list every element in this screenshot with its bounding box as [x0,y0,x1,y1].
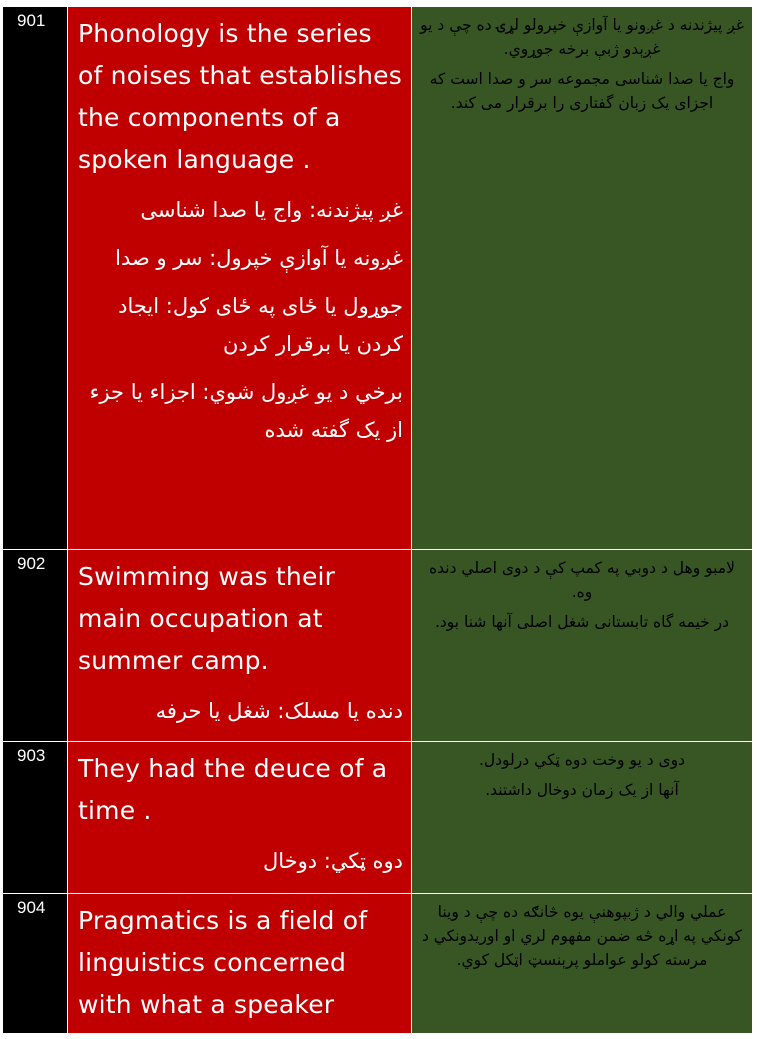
vocabulary-gloss: دنده یا مسلک: شغل یا حرفه [155,699,403,723]
entry-number: 902 [3,550,68,742]
dari-translation: آنها از یک زمان دوخال داشتند. [485,781,679,799]
dari-translation: واج یا صدا شناسی مجموعه سر و صدا است که اجزای یک زبان گفتاری را برقرار می کند. [429,70,735,112]
vocabulary-gloss: جوړول یا ځای په ځای کول: ایجاد کردن یا برقرار کردن [118,294,403,356]
vocabulary-gloss: غږ پیژندنه: واج یا صدا شناسی [140,198,403,222]
pashto-translation: لامبو وهل د دوبي په کمپ کې د دوی اصلي دنده وه. [429,559,735,601]
table-row [3,550,753,742]
english-cell [68,7,412,550]
english-sentence: Pragmatics is a field of linguistics concerned with what a speaker [78,906,368,1019]
vocabulary-gloss: دوه ټکي: دوخال [263,849,403,873]
translation-cell [412,742,753,894]
vocabulary-table [2,6,753,1034]
vocabulary-gloss: غږونه یا آوازې خپرول: سر و صدا [115,246,403,270]
table-row [3,894,753,1034]
dari-translation: در خیمه گاه تابستانی شغل اصلی آنها شنا بود. [434,613,730,631]
english-sentence: Phonology is the series of noises that establishes the components of a spoken language . [78,19,402,174]
pashto-translation: دوی د یو وخت دوه ټکي درلودل. [478,751,686,769]
english-sentence: Swimming was their main occupation at summer camp. [78,562,336,675]
table-row [3,742,753,894]
english-cell [68,550,412,742]
translation-cell [412,550,753,742]
english-cell [68,742,412,894]
translation-cell [412,7,753,550]
entry-number: 904 [3,894,68,1034]
entry-number: 903 [3,742,68,894]
table-row [3,7,753,550]
english-cell [68,894,412,1034]
pashto-translation: غږ پیژندنه د غږونو یا آوازې خپرولو لړۍ ده چې د یو غږېدو ژبې برخه جوړوي. [420,16,744,58]
entry-number: 901 [3,7,68,550]
vocabulary-gloss: برخي د یو غږول شوي: اجزاء یا جزء از یک گفته شده [89,380,403,442]
english-sentence: They had the deuce of a time . [78,754,388,825]
pashto-translation: عملي والي د ژبپوهنې یوه څانګه ده چې د وینا کونکي په اړه څه ضمن مفهوم لري او اوریدونکي د مرسته کولو عواملو پرېنسټ اټکل کوي. [421,903,743,969]
translation-cell [412,894,753,1034]
